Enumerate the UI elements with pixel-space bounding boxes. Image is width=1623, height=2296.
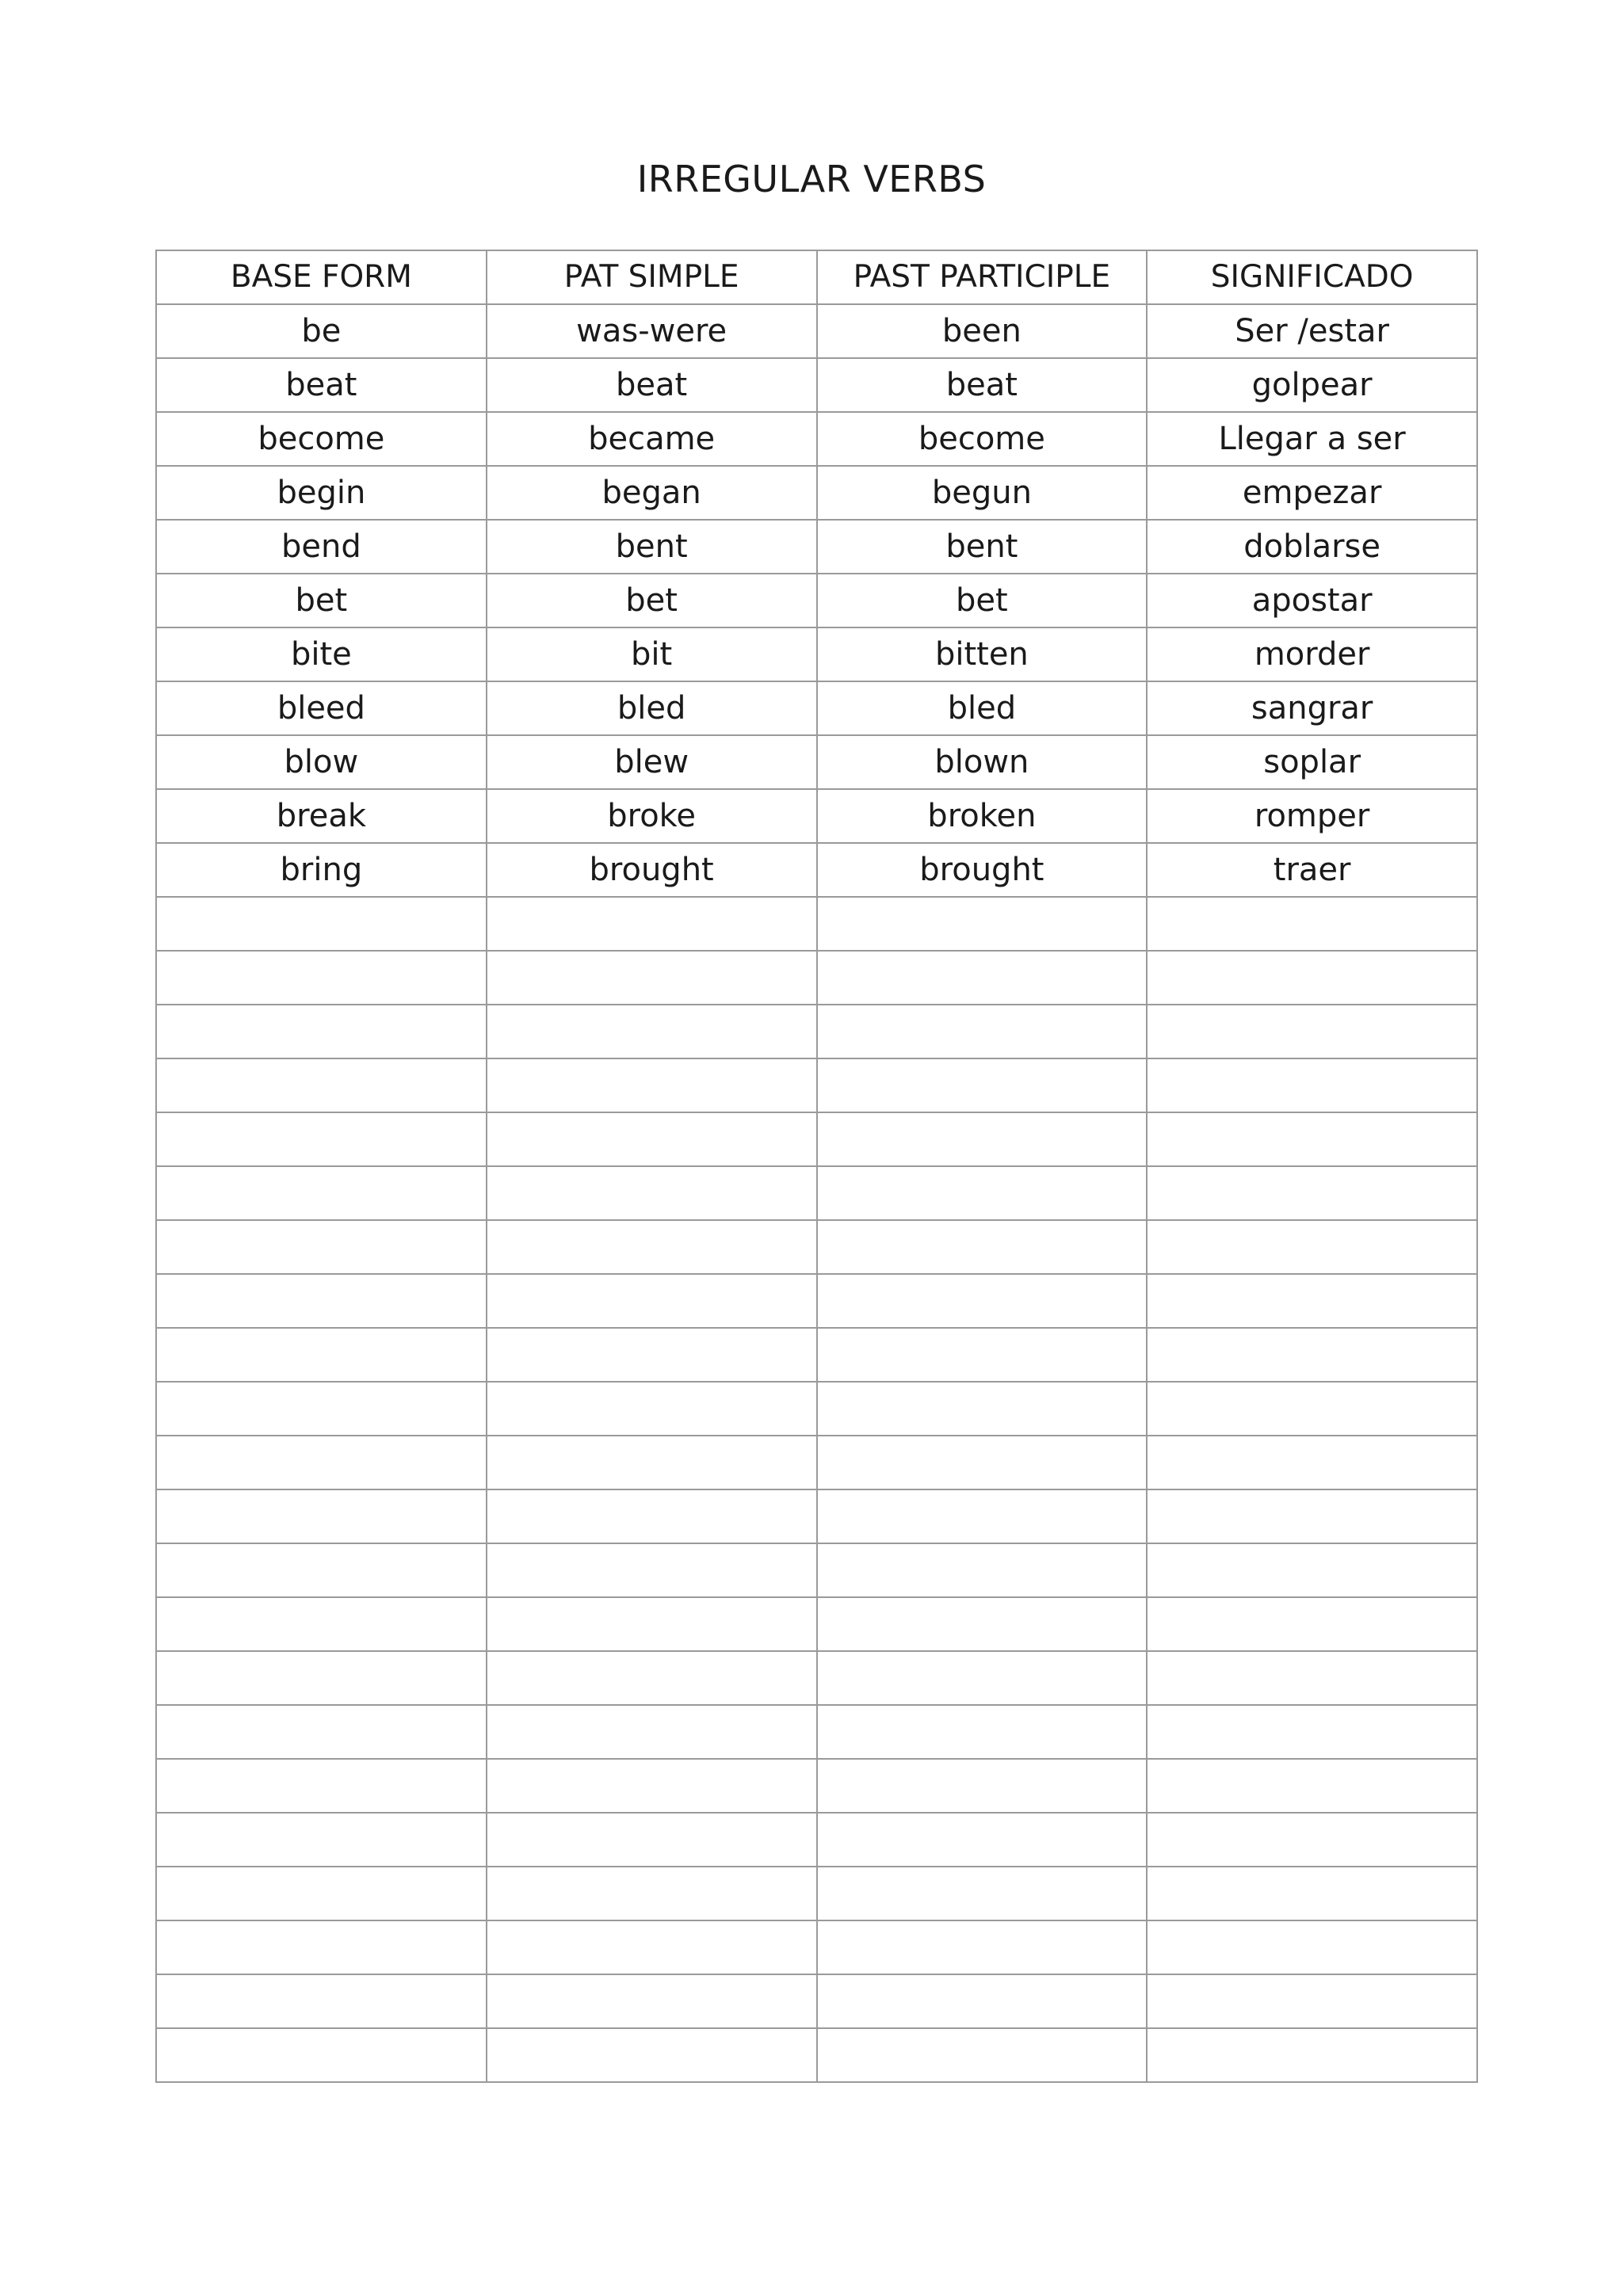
base-form-cell: break — [156, 789, 487, 843]
significado-cell: traer — [1147, 843, 1477, 897]
past-simple-cell: bit — [487, 627, 817, 681]
empty-cell — [156, 1597, 487, 1651]
empty-cell — [156, 1705, 487, 1759]
empty-cell — [817, 1813, 1148, 1867]
empty-table-row — [156, 1543, 1477, 1597]
empty-cell — [817, 1112, 1148, 1166]
past-participle-cell: bitten — [817, 627, 1148, 681]
empty-table-row — [156, 1112, 1477, 1166]
significado-cell: morder — [1147, 627, 1477, 681]
base-form-cell: bend — [156, 520, 487, 574]
empty-cell — [1147, 1705, 1477, 1759]
empty-cell — [1147, 1382, 1477, 1436]
empty-cell — [487, 1274, 817, 1328]
past-participle-cell: bent — [817, 520, 1148, 574]
past-participle-cell: brought — [817, 843, 1148, 897]
significado-cell: soplar — [1147, 735, 1477, 789]
empty-cell — [817, 1166, 1148, 1220]
past-participle-cell: bled — [817, 681, 1148, 735]
past-simple-cell: beat — [487, 358, 817, 412]
empty-cell — [156, 1220, 487, 1274]
significado-cell: apostar — [1147, 574, 1477, 627]
empty-cell — [156, 1813, 487, 1867]
header-past-participle: PAST PARTICIPLE — [817, 250, 1148, 304]
empty-cell — [156, 1005, 487, 1058]
empty-cell — [1147, 1920, 1477, 1974]
empty-cell — [1147, 2028, 1477, 2082]
empty-cell — [487, 1974, 817, 2028]
past-simple-cell: blew — [487, 735, 817, 789]
empty-cell — [1147, 1220, 1477, 1274]
significado-cell: sangrar — [1147, 681, 1477, 735]
empty-cell — [487, 1867, 817, 1920]
empty-cell — [487, 1489, 817, 1543]
past-simple-cell: broke — [487, 789, 817, 843]
past-simple-cell: bent — [487, 520, 817, 574]
empty-table-row — [156, 1651, 1477, 1705]
empty-cell — [1147, 1867, 1477, 1920]
empty-cell — [156, 1489, 487, 1543]
empty-cell — [487, 1220, 817, 1274]
base-form-cell: become — [156, 412, 487, 466]
empty-cell — [487, 1920, 817, 1974]
significado-cell: Ser /estar — [1147, 304, 1477, 358]
empty-cell — [487, 1166, 817, 1220]
empty-table-row — [156, 1813, 1477, 1867]
empty-table-row — [156, 1058, 1477, 1112]
empty-cell — [487, 2028, 817, 2082]
past-simple-cell: bet — [487, 574, 817, 627]
empty-cell — [817, 897, 1148, 951]
empty-cell — [487, 1112, 817, 1166]
empty-cell — [487, 1005, 817, 1058]
empty-cell — [156, 2028, 487, 2082]
empty-cell — [817, 1328, 1148, 1382]
empty-cell — [817, 951, 1148, 1005]
empty-table-row — [156, 1867, 1477, 1920]
empty-cell — [817, 1651, 1148, 1705]
empty-table-row — [156, 1920, 1477, 1974]
table-row — [156, 304, 1477, 358]
table-row — [156, 627, 1477, 681]
table-row — [156, 412, 1477, 466]
empty-cell — [156, 1382, 487, 1436]
empty-cell — [487, 1759, 817, 1813]
empty-cell — [487, 897, 817, 951]
empty-cell — [817, 1920, 1148, 1974]
empty-cell — [817, 1489, 1148, 1543]
empty-cell — [817, 1543, 1148, 1597]
empty-cell — [156, 1651, 487, 1705]
empty-cell — [1147, 1005, 1477, 1058]
table-body — [156, 304, 1477, 2082]
significado-cell: empezar — [1147, 466, 1477, 520]
empty-cell — [487, 1058, 817, 1112]
empty-table-row — [156, 1974, 1477, 2028]
empty-cell — [156, 1436, 487, 1489]
empty-table-row — [156, 1220, 1477, 1274]
empty-cell — [487, 1705, 817, 1759]
past-simple-cell: became — [487, 412, 817, 466]
empty-cell — [487, 1651, 817, 1705]
empty-cell — [1147, 1328, 1477, 1382]
header-base-form: BASE FORM — [156, 250, 487, 304]
empty-table-row — [156, 2028, 1477, 2082]
empty-cell — [487, 1597, 817, 1651]
base-form-cell: blow — [156, 735, 487, 789]
empty-table-row — [156, 897, 1477, 951]
empty-table-row — [156, 1759, 1477, 1813]
past-participle-cell: become — [817, 412, 1148, 466]
empty-cell — [1147, 1436, 1477, 1489]
table-header-row — [156, 250, 1477, 304]
past-simple-cell: began — [487, 466, 817, 520]
table-row — [156, 735, 1477, 789]
empty-cell — [1147, 897, 1477, 951]
base-form-cell: bite — [156, 627, 487, 681]
empty-table-row — [156, 1328, 1477, 1382]
empty-cell — [817, 1705, 1148, 1759]
empty-cell — [1147, 1489, 1477, 1543]
empty-cell — [817, 1220, 1148, 1274]
empty-cell — [817, 1974, 1148, 2028]
empty-table-row — [156, 1382, 1477, 1436]
base-form-cell: bring — [156, 843, 487, 897]
empty-cell — [156, 951, 487, 1005]
empty-cell — [156, 1058, 487, 1112]
empty-cell — [817, 1759, 1148, 1813]
empty-table-row — [156, 1597, 1477, 1651]
empty-cell — [1147, 1543, 1477, 1597]
table-row — [156, 466, 1477, 520]
header-past-simple: PAT SIMPLE — [487, 250, 817, 304]
significado-cell: Llegar a ser — [1147, 412, 1477, 466]
empty-cell — [1147, 1112, 1477, 1166]
empty-table-row — [156, 1436, 1477, 1489]
significado-cell: doblarse — [1147, 520, 1477, 574]
empty-cell — [156, 1112, 487, 1166]
table-row — [156, 843, 1477, 897]
empty-table-row — [156, 951, 1477, 1005]
empty-cell — [156, 1759, 487, 1813]
past-simple-cell: was-were — [487, 304, 817, 358]
empty-cell — [1147, 1274, 1477, 1328]
past-participle-cell: blown — [817, 735, 1148, 789]
empty-cell — [817, 1382, 1148, 1436]
header-significado: SIGNIFICADO — [1147, 250, 1477, 304]
empty-cell — [156, 1166, 487, 1220]
empty-cell — [487, 1382, 817, 1436]
empty-cell — [817, 1058, 1148, 1112]
significado-cell: romper — [1147, 789, 1477, 843]
empty-cell — [1147, 951, 1477, 1005]
past-participle-cell: broken — [817, 789, 1148, 843]
base-form-cell: bet — [156, 574, 487, 627]
empty-table-row — [156, 1005, 1477, 1058]
empty-table-row — [156, 1705, 1477, 1759]
significado-cell: golpear — [1147, 358, 1477, 412]
empty-cell — [156, 897, 487, 951]
empty-cell — [817, 1436, 1148, 1489]
empty-cell — [487, 951, 817, 1005]
past-simple-cell: bled — [487, 681, 817, 735]
empty-cell — [1147, 1166, 1477, 1220]
empty-cell — [817, 1867, 1148, 1920]
irregular-verbs-table — [155, 250, 1478, 2083]
empty-cell — [156, 1274, 487, 1328]
empty-cell — [156, 1974, 487, 2028]
past-participle-cell: begun — [817, 466, 1148, 520]
table-row — [156, 789, 1477, 843]
empty-cell — [1147, 1651, 1477, 1705]
table-row — [156, 358, 1477, 412]
empty-cell — [487, 1436, 817, 1489]
empty-cell — [1147, 1759, 1477, 1813]
base-form-cell: be — [156, 304, 487, 358]
empty-cell — [817, 1274, 1148, 1328]
empty-cell — [1147, 1813, 1477, 1867]
empty-cell — [156, 1328, 487, 1382]
empty-table-row — [156, 1489, 1477, 1543]
past-participle-cell: been — [817, 304, 1148, 358]
empty-cell — [156, 1920, 487, 1974]
empty-cell — [156, 1867, 487, 1920]
page-title: IRREGULAR VERBS — [636, 158, 987, 200]
table-row — [156, 520, 1477, 574]
empty-cell — [1147, 1597, 1477, 1651]
empty-table-row — [156, 1274, 1477, 1328]
past-participle-cell: beat — [817, 358, 1148, 412]
empty-cell — [817, 1597, 1148, 1651]
empty-cell — [817, 1005, 1148, 1058]
empty-cell — [487, 1543, 817, 1597]
empty-cell — [1147, 1974, 1477, 2028]
past-participle-cell: bet — [817, 574, 1148, 627]
empty-cell — [156, 1543, 487, 1597]
empty-cell — [1147, 1058, 1477, 1112]
table-row — [156, 574, 1477, 627]
empty-cell — [817, 2028, 1148, 2082]
empty-cell — [487, 1813, 817, 1867]
base-form-cell: bleed — [156, 681, 487, 735]
table-row — [156, 681, 1477, 735]
base-form-cell: beat — [156, 358, 487, 412]
empty-cell — [487, 1328, 817, 1382]
empty-table-row — [156, 1166, 1477, 1220]
past-simple-cell: brought — [487, 843, 817, 897]
base-form-cell: begin — [156, 466, 487, 520]
